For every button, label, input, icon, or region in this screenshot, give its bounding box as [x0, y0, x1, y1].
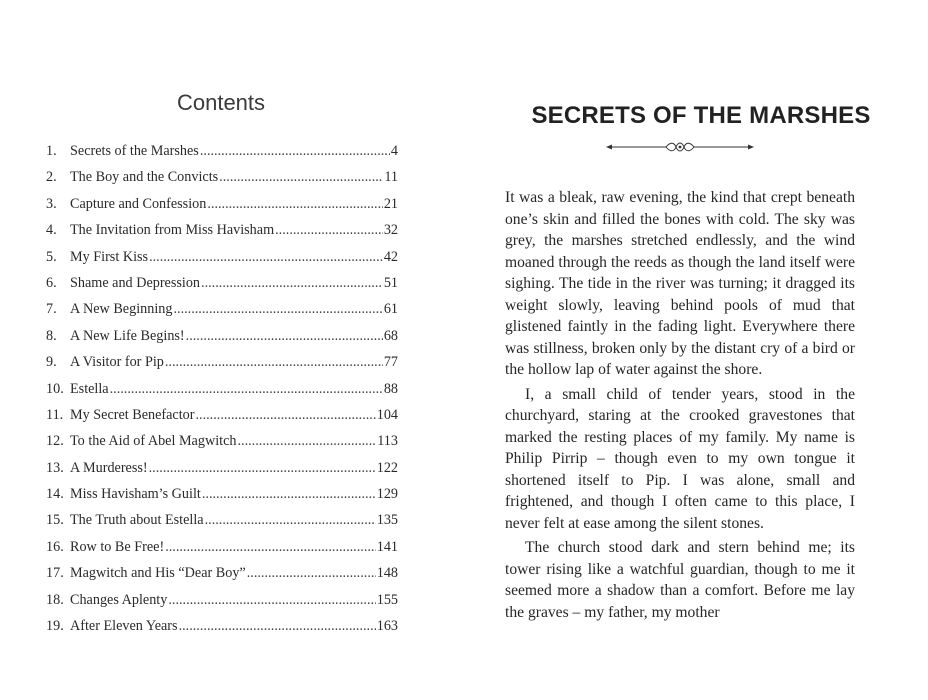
chapter-body [505, 187, 855, 626]
toc-entry [46, 328, 398, 354]
toc-entry [46, 486, 398, 512]
toc-entry-title: Shame and Depression [70, 274, 201, 291]
toc-leader-dots [247, 565, 376, 582]
toc-entry [46, 354, 398, 380]
toc-entry-title: The Boy and the Convicts [70, 169, 219, 186]
toc-entry-page: 61 [383, 301, 398, 318]
toc-entry-title: My First Kiss [70, 248, 149, 265]
toc-entry [46, 539, 398, 565]
toc-entry-number: 3. [46, 195, 57, 212]
toc-entry-title: Row to Be Free! [70, 538, 165, 555]
toc-entry-page: 88 [383, 380, 398, 397]
toc-leader-dots [237, 433, 376, 450]
toc-entry-page: 32 [383, 222, 398, 239]
toc-entry-title: A Murderess! [70, 459, 148, 476]
toc-entry [46, 565, 398, 591]
toc-leader-dots [110, 381, 383, 398]
toc-entry [46, 301, 398, 327]
toc-entry-number: 14. [46, 486, 64, 503]
toc-leader-dots [201, 275, 383, 292]
toc-leader-dots [202, 486, 376, 503]
toc-entry-number: 5. [46, 248, 57, 265]
toc-leader-dots [173, 301, 382, 318]
toc-entry-number: 1. [46, 143, 57, 159]
toc-entry-title: The Truth about Estella [70, 512, 204, 529]
toc-entry-number: 15. [46, 512, 64, 529]
toc-entry-title: Miss Havisham’s Guilt [70, 486, 201, 503]
toc-entry-page: 77 [383, 354, 398, 371]
toc-entry-title: Secrets of the Marshes [70, 143, 199, 159]
toc-entry [46, 592, 398, 618]
toc-entry-page: 21 [383, 195, 398, 212]
toc-entry [46, 407, 398, 433]
toc-entry-number: 7. [46, 301, 57, 318]
toc-entry-page: 135 [376, 512, 398, 529]
toc-entry-page: 122 [376, 459, 398, 476]
toc-entry-page: 68 [383, 327, 398, 344]
toc-entry-number: 8. [46, 327, 57, 344]
toc-entry-page: 11 [384, 169, 398, 186]
chapter-heading: SECRETS OF THE MARSHES [531, 102, 871, 129]
toc-entry-title: A Visitor for Pip [70, 354, 164, 371]
toc-leader-dots [149, 249, 383, 266]
chapter-paragraph: I, a small child of tender years, stood in the churchyard, staring at the crooked gravestones that marked the resting places of my family. My name is Philip Pirrip – though even to my own tongue it shortened itself to Pip. I was alone, small and frightened, and though I often came to this place, I never felt at ease among the silent stones. [505, 385, 855, 532]
toc-entry-page: 51 [383, 274, 398, 291]
toc-entry-title: Magwitch and His “Dear Boy” [70, 565, 246, 582]
toc-entry [46, 222, 398, 248]
toc-entry-number: 2. [46, 169, 57, 186]
toc-entry-number: 13. [46, 459, 64, 476]
toc-entry-title: Capture and Confession [70, 195, 207, 212]
toc-entry-title: My Secret Benefactor [70, 406, 195, 423]
toc-entry-page: 155 [376, 591, 398, 608]
toc-entry [46, 169, 398, 195]
toc-entry-number: 9. [46, 354, 57, 371]
toc-leader-dots [179, 618, 376, 635]
toc-entry-title: The Invitation from Miss Havisham [70, 222, 275, 239]
contents-heading: Contents [176, 90, 266, 115]
ornament-divider-icon [604, 140, 756, 154]
toc-leader-dots [205, 512, 376, 529]
toc-entry [46, 143, 398, 169]
toc-entry-title: Changes Aplenty [70, 591, 168, 608]
toc-entry [46, 433, 398, 459]
toc-entry-number: 11. [46, 406, 64, 423]
toc-entry-title: A New Life Begins! [70, 327, 185, 344]
toc-leader-dots [219, 169, 383, 186]
toc-entry [46, 196, 398, 222]
toc-entry-number: 6. [46, 274, 57, 291]
toc-entry-title: After Eleven Years [70, 618, 178, 635]
toc-entry-number: 4. [46, 222, 57, 239]
toc-entry-number: 12. [46, 433, 64, 450]
toc-entry-page: 104 [376, 406, 398, 423]
toc-entry-number: 16. [46, 538, 64, 555]
toc-leader-dots [168, 592, 375, 609]
toc-entry-number: 19. [46, 618, 64, 635]
toc-entry-page: 141 [376, 538, 398, 555]
toc-entry [46, 618, 398, 644]
toc-entry-page: 148 [376, 565, 398, 582]
toc-entry [46, 381, 398, 407]
toc-entry-page: 4 [390, 143, 398, 159]
contents-list [46, 143, 398, 644]
toc-entry [46, 275, 398, 301]
toc-entry-title: A New Beginning [70, 301, 173, 318]
toc-entry [46, 460, 398, 486]
chapter-paragraph: It was a bleak, raw evening, the kind that crept beneath one’s skin and filled the bones with cold. The sky was grey, the marshes stretched endlessly, and the wind moaned through the reeds as though the land itself were sighing. The tide in the river was turning; it dragged its weight slowly, leaving behind pools of mud that glistened faintly in the fading light. Everywhere there was stillness, broken only by the distant cry of a bird or the hollow lap of water against the shore. [505, 189, 855, 378]
toc-leader-dots [149, 460, 376, 477]
toc-entry-page: 163 [376, 618, 398, 635]
toc-entry [46, 249, 398, 275]
toc-entry-number: 18. [46, 591, 64, 608]
chapter-page [464, 0, 928, 700]
toc-leader-dots [186, 328, 383, 345]
chapter-paragraph: The church stood dark and stern behind me; its tower rising like a watchful guardian, though to me it seemed more a shadow than a comfort. Before me lay the graves – my father, my mother [505, 539, 855, 621]
toc-entry [46, 512, 398, 538]
toc-entry-page: 42 [383, 248, 398, 265]
toc-entry-page: 129 [376, 486, 398, 503]
toc-entry-page: 113 [377, 433, 398, 450]
toc-leader-dots [275, 222, 383, 239]
toc-entry-number: 17. [46, 565, 64, 582]
toc-leader-dots [165, 539, 376, 556]
toc-leader-dots [165, 354, 383, 371]
toc-leader-dots [207, 196, 382, 213]
toc-entry-title: Estella [70, 380, 109, 397]
toc-entry-number: 10. [46, 380, 64, 397]
toc-leader-dots [200, 143, 390, 160]
toc-entry-title: To the Aid of Abel Magwitch [70, 433, 237, 450]
toc-leader-dots [195, 407, 375, 424]
